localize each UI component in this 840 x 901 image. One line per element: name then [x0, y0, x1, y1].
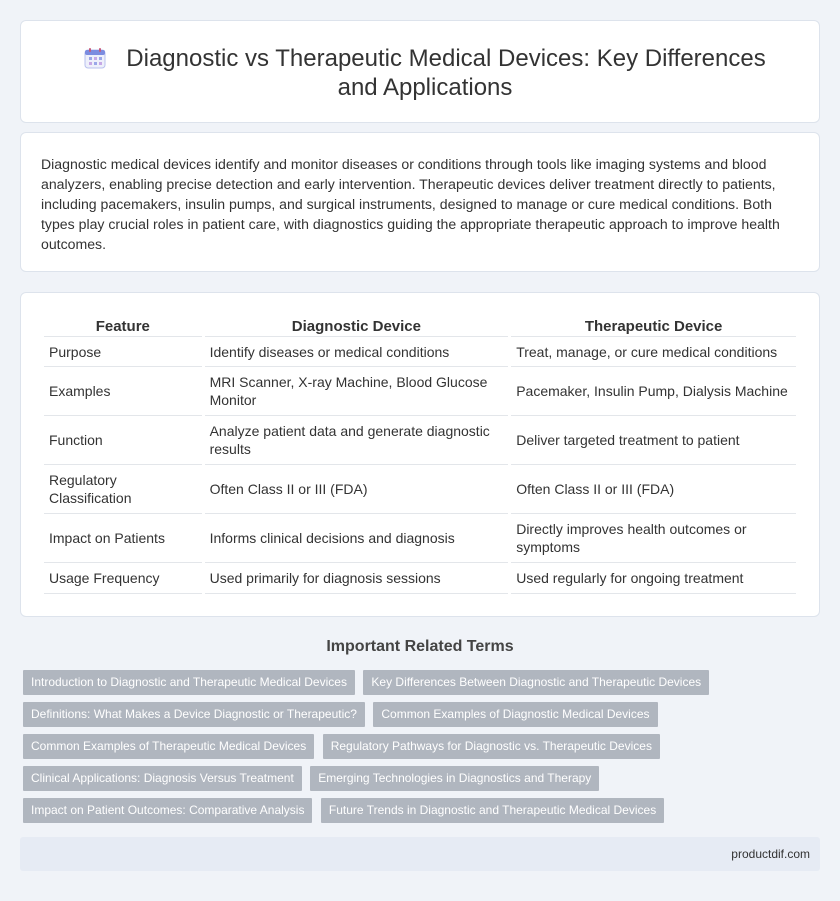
related-term-tag[interactable]: Future Trends in Diagnostic and Therapeutic Medical Devices: [321, 798, 664, 823]
page-title: [61, 44, 789, 102]
tag-row: [23, 734, 813, 766]
related-term-tag[interactable]: Emerging Technologies in Diagnostics and Therapy: [310, 766, 599, 791]
tag-row: [23, 670, 813, 702]
cell-diagnostic: Informs clinical decisions and diagnosis: [205, 514, 509, 563]
cell-diagnostic: Analyze patient data and generate diagnostic results: [205, 416, 509, 465]
cell-diagnostic: Often Class II or III (FDA): [205, 465, 509, 514]
calendar-icon: [84, 47, 106, 69]
cell-therapeutic: Pacemaker, Insulin Pump, Dialysis Machine: [511, 367, 796, 416]
related-term-tag[interactable]: Common Examples of Therapeutic Medical Devices: [23, 734, 314, 759]
related-term-tag[interactable]: Introduction to Diagnostic and Therapeutic Medical Devices: [23, 670, 355, 695]
cell-therapeutic: Used regularly for ongoing treatment: [511, 563, 796, 594]
table-row: [44, 337, 796, 367]
related-term-tag[interactable]: Clinical Applications: Diagnosis Versus Treatment: [23, 766, 302, 791]
comparison-table-card: [20, 292, 820, 617]
table-row: [44, 416, 796, 465]
cell-diagnostic: Used primarily for diagnosis sessions: [205, 563, 509, 594]
cell-diagnostic: MRI Scanner, X-ray Machine, Blood Glucose Monitor: [205, 367, 509, 416]
cell-therapeutic: Treat, manage, or cure medical conditions: [511, 337, 796, 367]
related-term-tag[interactable]: Impact on Patient Outcomes: Comparative Analysis: [23, 798, 312, 823]
related-term-tag[interactable]: Common Examples of Diagnostic Medical Devices: [373, 702, 657, 727]
cell-feature: Regulatory Classification: [44, 465, 202, 514]
page-title-text: Diagnostic vs Therapeutic Medical Devices: Key Differences and Applications: [126, 45, 766, 101]
related-term-tag[interactable]: Definitions: What Makes a Device Diagnostic or Therapeutic?: [23, 702, 365, 727]
footer: [20, 837, 820, 871]
tag-row: [23, 766, 813, 798]
cell-feature: Examples: [44, 367, 202, 416]
comparison-table: [41, 315, 799, 594]
header: [61, 44, 789, 102]
footer-site-link[interactable]: productdif.com: [731, 847, 810, 861]
table-row: [44, 514, 796, 563]
cell-therapeutic: Deliver targeted treatment to patient: [511, 416, 796, 465]
cell-feature: Usage Frequency: [44, 563, 202, 594]
table-header-row: [44, 315, 796, 337]
cell-feature: Purpose: [44, 337, 202, 367]
tag-row: [23, 798, 813, 830]
table-row: [44, 465, 796, 514]
header-feature: Feature: [44, 315, 202, 337]
table-row: [44, 563, 796, 594]
header-diagnostic: Diagnostic Device: [205, 315, 509, 337]
cell-therapeutic: Directly improves health outcomes or symptoms: [511, 514, 796, 563]
tag-row: [23, 702, 813, 734]
header-card: [20, 20, 820, 123]
table-row: [44, 367, 796, 416]
cell-diagnostic: Identify diseases or medical conditions: [205, 337, 509, 367]
header-therapeutic: Therapeutic Device: [511, 315, 796, 337]
intro-paragraph: Diagnostic medical devices identify and monitor diseases or conditions through tools like imaging systems and blood analyzers, enabling precise detection and early intervention. Therapeutic devices deliver treatment directly to patients, including pacemakers, insulin pumps, and surgical instruments, designed to manage or cure medical conditions. Both types play crucial roles in patient care, with diagnostics guiding the appropriate therapeutic approach to improve health outcomes.: [41, 156, 780, 252]
cell-feature: Impact on Patients: [44, 514, 202, 563]
related-term-tag[interactable]: Regulatory Pathways for Diagnostic vs. Therapeutic Devices: [323, 734, 660, 759]
related-terms-title: Important Related Terms: [326, 638, 514, 655]
cell-feature: Function: [44, 416, 202, 465]
intro-card: [20, 132, 820, 272]
related-term-tag[interactable]: Key Differences Between Diagnostic and Therapeutic Devices: [363, 670, 709, 695]
related-terms-tags: [23, 670, 813, 830]
cell-therapeutic: Often Class II or III (FDA): [511, 465, 796, 514]
